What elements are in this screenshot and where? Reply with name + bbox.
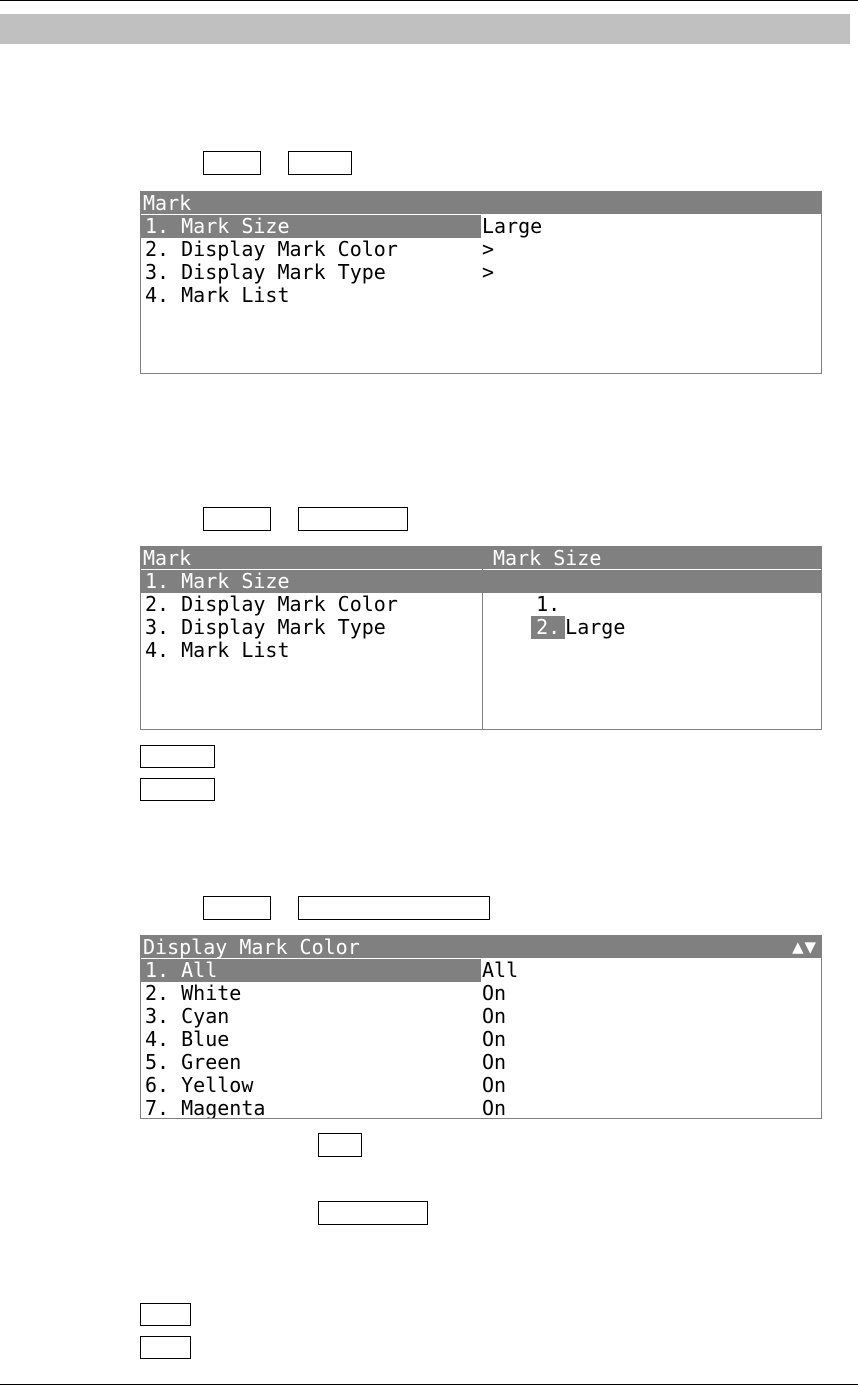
menu-item-label: 2. Display Mark Color [145, 592, 398, 616]
key-box-3f [140, 1336, 191, 1359]
key-box-1b [288, 151, 352, 175]
color-item-label: 3. Cyan [145, 1004, 230, 1028]
key-box-3d [318, 1201, 428, 1225]
menu-item-display-mark-type[interactable] [141, 261, 821, 284]
color-item-blue[interactable] [141, 1028, 821, 1051]
menu-item-display-mark-color[interactable] [141, 593, 482, 616]
menu-item-display-mark-type[interactable] [141, 616, 482, 639]
color-item-value: All [482, 958, 519, 982]
chevron-right-icon: > [482, 237, 495, 261]
key-box-3c [318, 1133, 362, 1157]
color-item-label: 1. All [141, 959, 481, 982]
color-item-value: On [482, 1096, 507, 1119]
color-item-label: 2. White [145, 981, 242, 1005]
key-box-1a [203, 151, 261, 175]
menu-item-value: Large [482, 214, 543, 238]
menu-item-mark-size[interactable] [141, 215, 821, 238]
color-item-label: 7. Magenta [145, 1096, 266, 1119]
color-item-white[interactable] [141, 982, 821, 1005]
bottom-rule [0, 1384, 858, 1385]
color-item-all[interactable] [141, 959, 821, 982]
menu-item-label: 4. Mark List [145, 283, 290, 307]
menu-item-label: 1. Mark Size [141, 215, 481, 238]
menu-item-label: 1. Mark Size [141, 570, 482, 593]
key-box-3b [298, 896, 490, 920]
menu-item-display-mark-color[interactable] [141, 238, 821, 261]
display-mark-color-panel [140, 935, 822, 1119]
top-rule [0, 0, 858, 1]
key-box-2a [203, 507, 271, 531]
color-item-cyan[interactable] [141, 1005, 821, 1028]
option-large[interactable] [483, 593, 822, 639]
key-box-2c [140, 745, 215, 768]
color-item-magenta[interactable] [141, 1097, 821, 1119]
key-box-2d [140, 778, 215, 801]
menu-item-mark-list[interactable] [141, 284, 821, 307]
menu-item-label: 3. Display Mark Type [145, 260, 386, 284]
option-label: Large [565, 615, 626, 639]
color-item-value: On [482, 981, 507, 1005]
header-band [0, 14, 850, 44]
color-item-green[interactable] [141, 1051, 821, 1074]
key-box-3e [140, 1303, 191, 1326]
submenu-title: Mark Size [483, 547, 822, 569]
color-item-label: 6. Yellow [145, 1073, 254, 1097]
panel-title: Mark [141, 192, 821, 214]
chevron-right-icon: > [482, 260, 495, 284]
scroll-arrows-icon[interactable]: ▲▼ [792, 936, 817, 958]
panel-title: Display Mark Color [141, 936, 821, 958]
color-item-label: 4. Blue [145, 1027, 230, 1051]
color-item-value: On [482, 1073, 507, 1097]
option-small[interactable] [483, 570, 822, 616]
menu-item-label: 2. Display Mark Color [145, 237, 398, 261]
color-item-yellow[interactable] [141, 1074, 821, 1097]
menu-item-label: 4. Mark List [145, 638, 290, 662]
color-item-value: On [482, 1027, 507, 1051]
mark-menu-panel [140, 191, 822, 374]
panel-title: Mark [141, 547, 482, 569]
color-item-label: 5. Green [145, 1050, 242, 1074]
menu-item-label: 3. Display Mark Type [145, 615, 386, 639]
option-number: 2. [531, 616, 565, 639]
menu-item-mark-size[interactable] [141, 570, 482, 593]
menu-item-mark-list[interactable] [141, 639, 482, 662]
option-label: Small [565, 592, 626, 616]
key-box-3a [203, 896, 271, 920]
color-item-value: On [482, 1004, 507, 1028]
color-item-value: On [482, 1050, 507, 1074]
mark-size-panel [140, 546, 822, 730]
key-box-2b [298, 507, 408, 531]
option-number: 1. [531, 593, 565, 616]
